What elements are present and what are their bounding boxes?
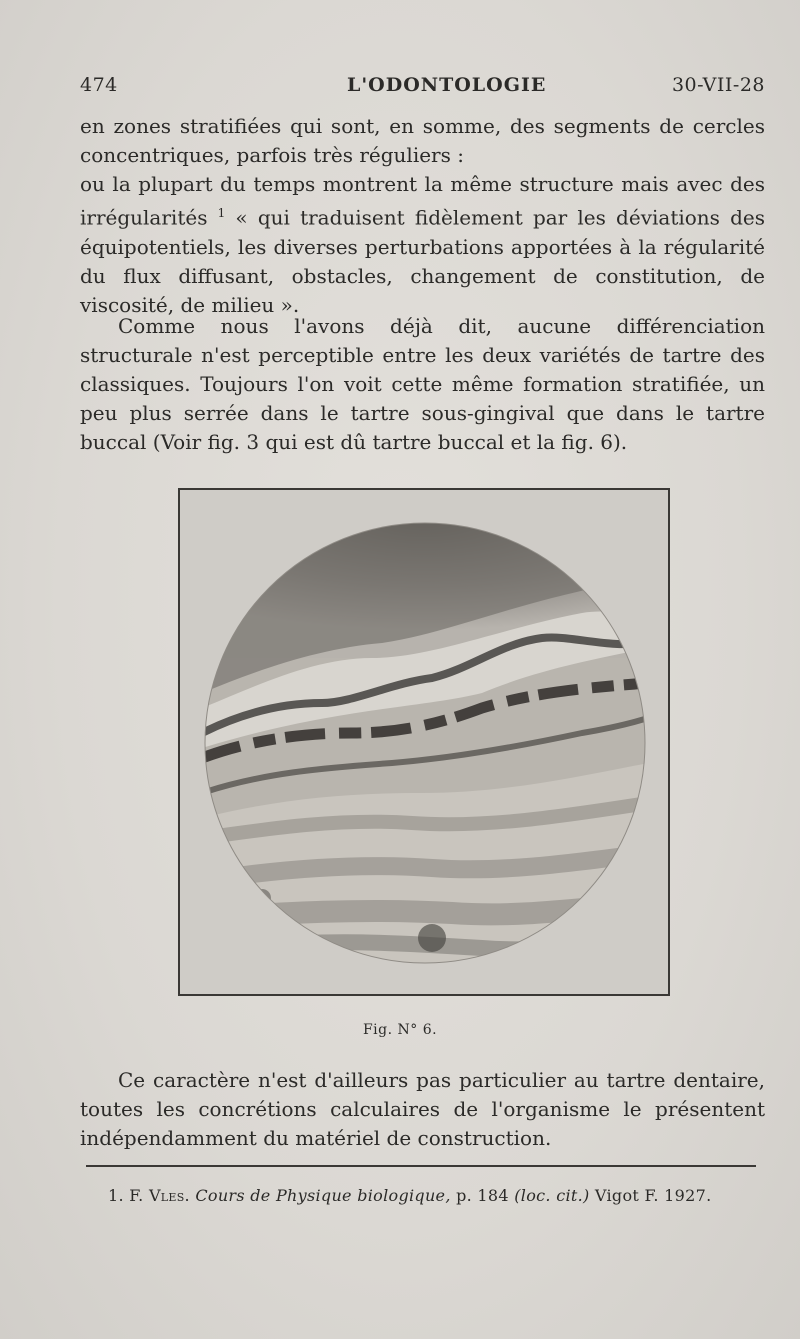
page-number: 474 <box>80 74 118 96</box>
paragraph-text: ou la plupart du temps montrent la même structure mais avec des irrégularités <box>80 172 765 230</box>
footnote-loc: (loc. cit.) <box>514 1186 590 1205</box>
paragraph-text: Comme nous l'avons déjà dit, aucune différenciation structurale n'est perceptible entre les deux variétés de tartre des classiques. Toujours l'on voit cette même formation stratifiée, un peu plus serrée dans le tartre sous-gingival que dans le tartre buccal (Voir fig. 3 qui est dû tartre buccal et la fig. 6). <box>80 314 765 454</box>
journal-title: L'ODONTOLOGIE <box>347 74 547 96</box>
footnote-reference: 1 <box>217 206 226 220</box>
micrograph-image <box>202 518 648 968</box>
footnote-title: Cours de Physique biologique, <box>195 1186 451 1205</box>
footnote-rule <box>86 1165 756 1167</box>
paragraph-stratified-zones <box>80 112 765 320</box>
footnote <box>108 1186 768 1205</box>
paragraph-concretions <box>80 1066 765 1153</box>
footnote-author: Vles. <box>148 1186 190 1205</box>
running-head <box>80 70 765 100</box>
figure-caption: Fig. N° 6. <box>362 1022 438 1038</box>
paragraph-text: Ce caractère n'est d'ailleurs pas particulier au tartre dentaire, toutes les concrétions calculaires de l'organisme le présentent indépendamment du matériel de construction. <box>80 1068 765 1150</box>
paragraph-quote: « qui traduisent fidèlement par les déviations des équipotentiels, les diverses perturbations apportées à la régularité du flux diffusant, obstacles, changement de constitution, de viscosité, de milieu ». <box>80 205 765 317</box>
paragraph-line-1: en zones stratifiées qui sont, en somme, des segments de cercles concentriques, parfois très réguliers : <box>80 114 765 167</box>
footnote-number: 1. F. <box>108 1186 144 1205</box>
issue-date: 30-VII-28 <box>671 74 765 96</box>
paragraph-no-differentiation <box>80 312 765 457</box>
figure-6-frame <box>178 488 670 996</box>
footnote-pages: p. 184 <box>456 1186 509 1205</box>
paragraph-line-2 <box>80 170 765 320</box>
footnote-publisher: Vigot F. 1927. <box>594 1186 712 1205</box>
